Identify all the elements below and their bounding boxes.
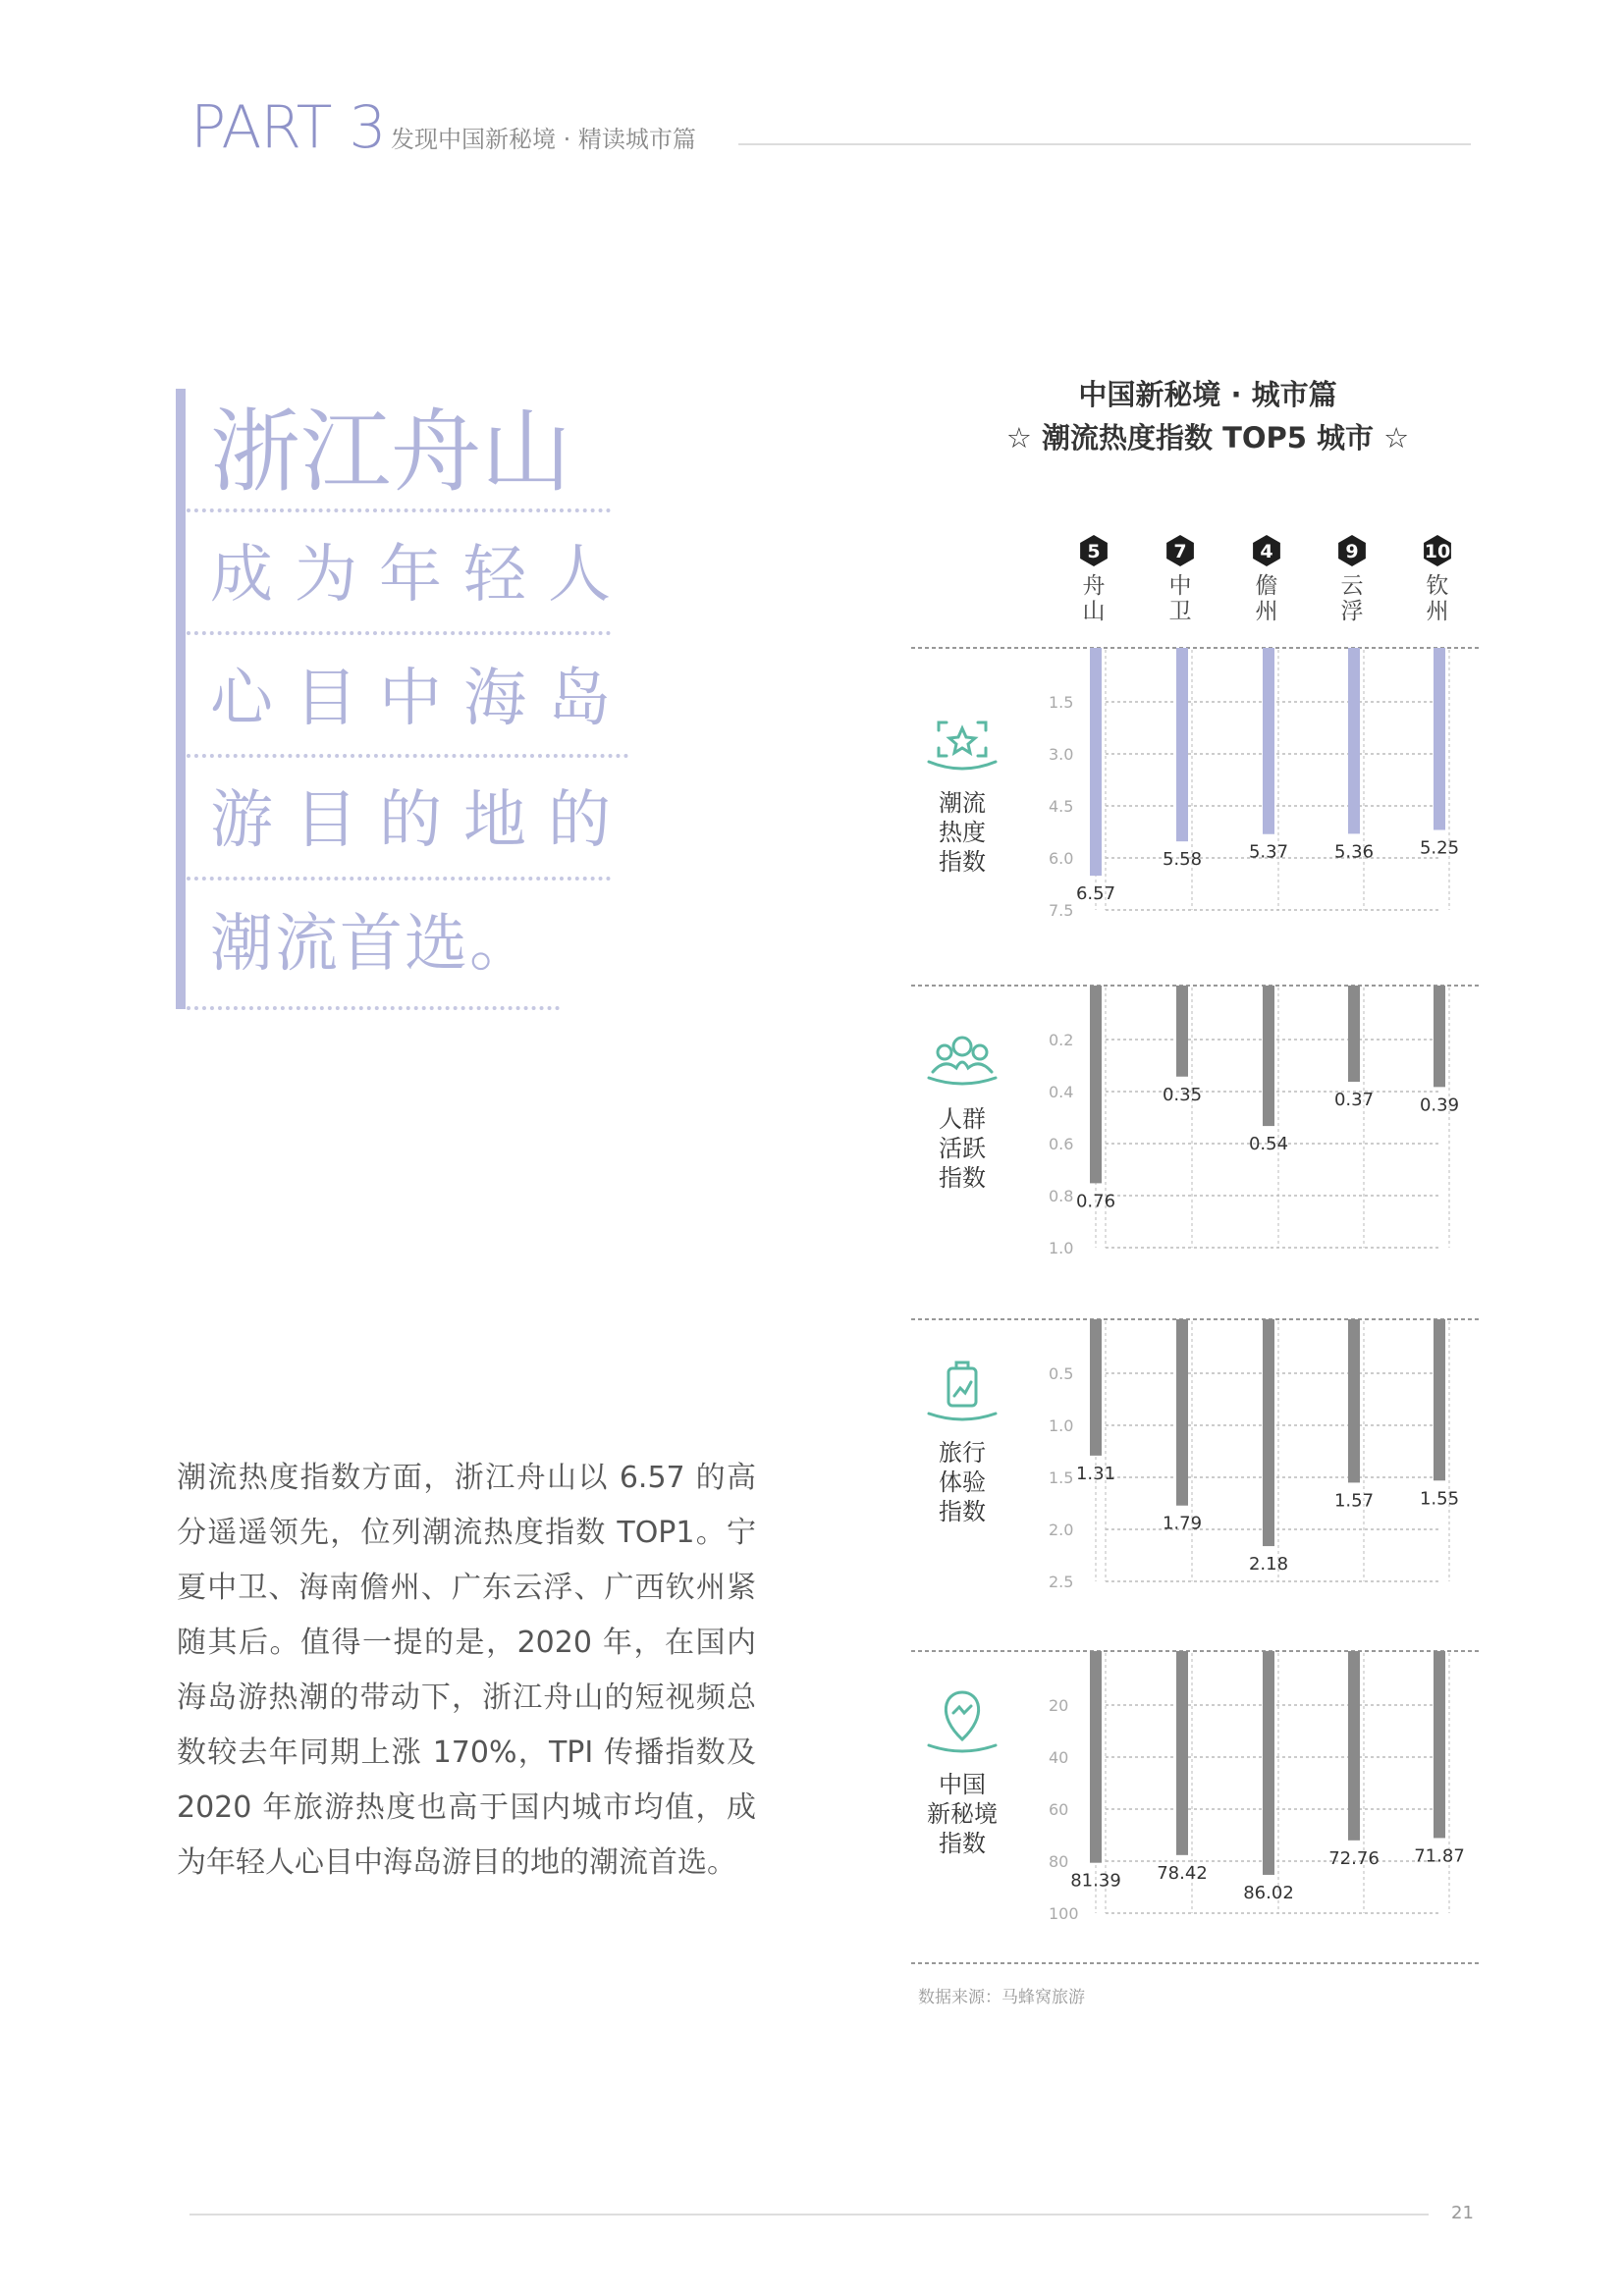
data-label: 0.35 [1162,1084,1203,1105]
page-number: 21 [1451,2203,1474,2223]
tick-label: 1.5 [1049,1468,1074,1487]
series-name: 体验 [939,1468,986,1496]
category-header-2 [1166,535,1194,624]
data-label: 5.58 [1162,849,1203,871]
tick-label: 2.5 [1049,1573,1074,1591]
data-label: 0.37 [1333,1090,1375,1111]
category-header-1 [1080,535,1108,624]
headline-line-1: 浙江舟山 [210,400,572,505]
category-label: 浮 [1340,599,1364,624]
tick-label: 3.0 [1049,745,1074,764]
icon-base [929,1745,996,1751]
series-name: 指数 [939,848,986,876]
data-label: 78.42 [1157,1862,1208,1884]
panel-2 [911,986,1479,1257]
data-label: 0.76 [1075,1191,1116,1212]
bar-舟山 [1090,1319,1102,1456]
icon-pin [946,1692,978,1739]
series-name: 指数 [939,1830,986,1857]
series-name: 指数 [939,1164,986,1192]
category-header-3 [1253,535,1280,624]
tick-label: 0.8 [1049,1187,1074,1205]
bar-舟山 [1090,1651,1102,1863]
bar-云浮 [1348,648,1360,833]
rank-number: 10 [1424,541,1451,562]
chart-subtitle: ☆ 潮流热度指数 TOP5 城市 ☆ [1005,421,1410,454]
category-label: 中 [1168,573,1192,599]
data-label: 71.87 [1414,1845,1465,1867]
headline-line-3: 心目中海岛 [210,663,632,735]
series-name: 新秘境 [927,1800,998,1828]
category-label: 山 [1082,599,1106,624]
category-header-4 [1338,535,1366,624]
data-label: 0.54 [1248,1134,1289,1155]
tick-label: 6.0 [1049,849,1074,868]
header-divider [738,143,1471,145]
tick-label: 1.0 [1049,1416,1074,1435]
trend-star-icon [929,722,996,769]
bar-中卫 [1176,986,1188,1077]
tick-label: 4.5 [1049,797,1074,816]
icon-base [929,1078,996,1084]
panel-4 [911,1651,1479,1923]
data-label: 5.25 [1419,837,1460,859]
bar-中卫 [1176,1651,1188,1855]
rank-number: 4 [1260,541,1273,562]
luggage-icon [929,1362,996,1419]
headline-separator [187,508,611,512]
tick-label: 20 [1049,1696,1069,1715]
bar-钦州 [1434,648,1445,830]
headline-line-4: 游目的地的 [210,784,632,857]
data-label: 1.57 [1333,1490,1375,1512]
part-label: PART 3 [190,93,386,162]
footer-divider [189,2214,1429,2216]
tick-label: 2.0 [1049,1521,1074,1539]
tick-label: 1.0 [1049,1239,1074,1257]
category-header-5 [1424,535,1451,624]
category-label: 钦 [1426,573,1449,599]
data-label: 1.79 [1162,1513,1203,1534]
bar-云浮 [1348,1651,1360,1841]
series-name: 旅行 [939,1439,986,1467]
icon-body [933,1062,992,1072]
rank-number: 5 [1087,541,1101,562]
data-label: 86.02 [1243,1882,1294,1903]
bar-儋州 [1263,1651,1274,1875]
map-pin-icon [929,1692,996,1751]
bar-舟山 [1090,648,1102,876]
bar-中卫 [1176,1319,1188,1506]
category-label: 云 [1340,573,1364,599]
headline-accent-bar [176,389,186,1009]
tick-label: 60 [1049,1800,1069,1819]
headline-separator [187,877,611,881]
bar-儋州 [1263,648,1274,834]
data-label: 81.39 [1070,1870,1121,1892]
icon-case [948,1368,976,1406]
source-note: 数据来源：马蜂窝旅游 [918,1988,1085,2007]
icon-head [973,1045,987,1059]
panel-3 [911,1319,1479,1591]
data-label: 5.37 [1248,841,1289,863]
data-label: 1.55 [1419,1488,1460,1510]
rank-number: 9 [1345,541,1359,562]
section-title: 发现中国新秘境 · 精读城市篇 [391,126,696,153]
headline-separator [187,1006,560,1010]
headline-separator [187,631,611,635]
tick-label: 0.6 [1049,1135,1074,1153]
tick-label: 80 [1049,1852,1069,1871]
bar-舟山 [1090,986,1102,1183]
category-label: 舟 [1082,573,1106,599]
series-name: 活跃 [939,1135,986,1162]
bar-中卫 [1176,648,1188,841]
tick-label: 7.5 [1049,901,1074,920]
series-name: 中国 [939,1771,986,1798]
bar-云浮 [1348,1319,1360,1482]
data-label: 5.36 [1333,841,1375,863]
tick-label: 40 [1049,1748,1069,1767]
tick-label: 1.5 [1049,693,1074,712]
category-label: 州 [1255,599,1278,624]
series-name: 潮流 [939,789,986,817]
category-label: 卫 [1168,599,1192,624]
data-label: 2.18 [1248,1554,1289,1575]
series-name: 指数 [939,1498,986,1525]
series-name: 热度 [939,819,986,846]
series-name: 人群 [939,1105,986,1133]
bar-儋州 [1263,986,1274,1126]
icon-trend [954,1382,971,1396]
icon-head [953,1038,971,1055]
tick-label: 100 [1049,1904,1079,1923]
tick-label: 0.5 [1049,1364,1074,1383]
data-label: 6.57 [1075,883,1116,905]
body-paragraph: 潮流热度指数方面，浙江舟山以 6.57 的高分遥遥领先，位列潮流热度指数 TOP1。宁夏中卫、海南儋州、广东云浮、广西钦州紧随其后。值得一提的是，2020 年，在国内海岛游热潮的带动下，浙江舟山的短视频总数较去年同期上涨 170%，TPI 传播指数及 2020 年旅游热度也高于国内城市均值，成为年轻人心目中海岛游目的地的潮流首选。 [177,1461,756,1880]
headline-line-5: 潮流首选。 [210,908,534,981]
icon-star [949,728,975,753]
category-label: 儋 [1255,573,1278,599]
tick-label: 0.2 [1049,1031,1074,1049]
category-label: 州 [1426,599,1449,624]
bar-儋州 [1263,1319,1274,1546]
headline-separator [187,754,628,758]
panel-1 [911,648,1479,920]
crowd-icon [929,1038,996,1084]
data-label: 72.76 [1328,1847,1380,1869]
headline-line-2: 成为年轻人 [210,539,632,612]
tick-label: 0.4 [1049,1083,1074,1101]
bar-钦州 [1434,1651,1445,1838]
index-chart [884,510,1492,1973]
icon-base [929,762,996,769]
icon-head [938,1045,951,1059]
rank-number: 7 [1173,541,1187,562]
chart-title: 中国新秘境 · 城市篇 [1078,378,1337,411]
bar-钦州 [1434,986,1445,1087]
data-label: 1.31 [1075,1463,1116,1484]
bar-云浮 [1348,986,1360,1082]
icon-base [929,1414,996,1419]
bar-钦州 [1434,1319,1445,1480]
icon-trend [953,1706,971,1713]
data-label: 0.39 [1419,1095,1460,1116]
